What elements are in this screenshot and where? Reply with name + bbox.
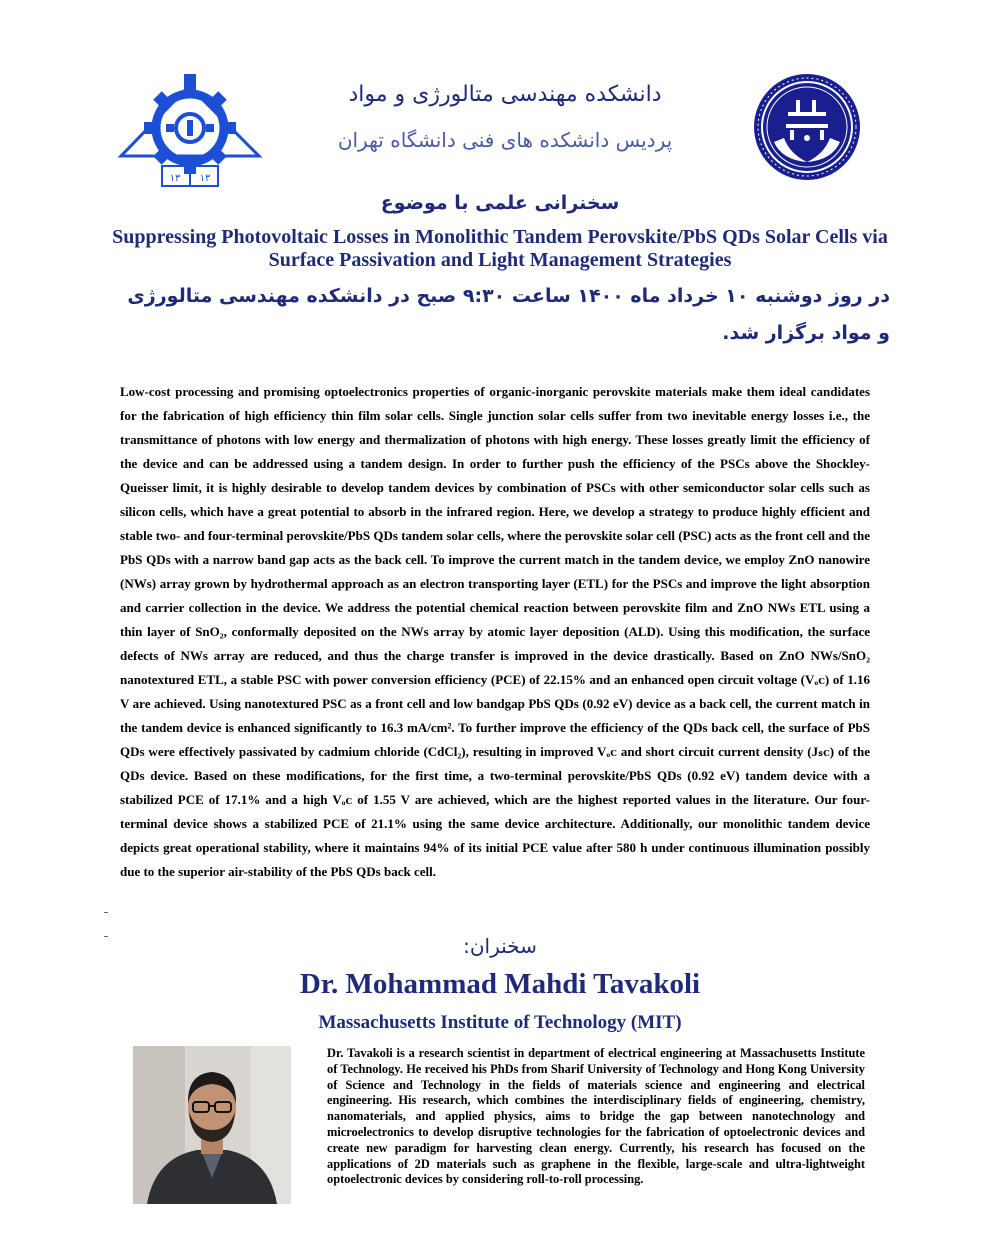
campus-name: پردیس دانشکده های فنی دانشگاه تهران: [337, 128, 673, 152]
abstract-text: Low-cost processing and promising optoelectronics properties of organic-inorganic perovskite materials make them ideal candidates for the fabrication of high efficiency thin film solar cells. Single junction solar cells suffer from two inevitable energy losses i.e., the transmittance of photons with low energy and thermalization of photons with high energy. These losses greatly limit the efficiency of the device and can be addressed using a tandem design. In order to further push the efficiency of the PSCs above the Shockley-Queisser limit, it is highly desirable to develop tandem devices by combination of PSCs with other semiconductor solar cells such as silicon cells, which have a great potential to absorb in the infrared region. Here, we develop a strategy to produce highly efficient and stable two- and four-terminal perovskite/PbS QDs tandem solar cells, where the perovskite solar cell (PSC) acts as the front cell and the PbS QDs with a narrow band gap acts as the back cell. To improve the current match in the tandem device, we employ ZnO nanowire (NWs) array grown by hydrothermal approach as an electron transporting layer (ETL) for the PSCs and improve the light absorption and carrier collection in the device. We address the potential chemical reaction between perovskite film and ZnO NWs ETL using a thin layer of SnO₂, conformally deposited on the NWs array by atomic layer deposition (ALD). Using this modification, the surface defects of NWs array are reduced, and thus the charge transfer is improved in the device drastically. Based on ZnO NWs/SnO₂ nanotextured ETL, a stable PSC with power conversion efficiency (PCE) of 22.15% and an enhanced open circuit voltage (Vₒᴄ) of 1.16 V are achieved. Using nanotextured PSC as a front cell and low bandgap PbS QDs (0.92 eV) device as a back cell, the current match in the tandem device is enhanced significantly to 16.3 mA/cm². To further improve the efficiency of the QDs back cell, the surface of PbS QDs were effectively passivated by cadmium chloride (CdCl₂), resulting in improved Vₒᴄ and short circuit current density (Jₛᴄ) of the QDs device. Based on these modifications, for the first time, a two-terminal perovskite/PbS QDs (0.92 eV) tandem device with a stabilized PCE of 17.1% and a high Vₒᴄ of 1.55 V are achieved, which are the highest reported values in the literature. Our four-terminal device shows a stabilized PCE of 21.1% using the same device architecture. Additionally, our monolithic tandem device depicts great operational stability, where it maintains 94% of its initial PCE value after 580 h under continuous illumination possibly due to the superior air-stability of the PbS QDs back cell.: [120, 384, 870, 879]
faculty-name: دانشکده مهندسی متالورژی و مواد: [348, 82, 662, 107]
abstract: [120, 380, 870, 884]
talk-title: Suppressing Photovoltaic Losses in Monolithic Tandem Perovskite/PbS QDs Solar Cells via Surface Passivation and Light Management Strategies: [112, 226, 888, 271]
speaker-name: Dr. Mohammad Mahdi Tavakoli: [299, 968, 701, 1000]
speaker-affiliation: Massachusetts Institute of Technology (MIT): [318, 1012, 682, 1033]
event-info: در روز دوشنبه ۱۰ خرداد ماه ۱۴۰۰ ساعت ۹:۳۰ صبح در دانشکده مهندسی متالورژی و مواد برگزار شد.: [127, 285, 890, 344]
logo-digit-right: ۱۳: [199, 173, 211, 184]
margin-marker: [104, 936, 108, 937]
logo-digit-left: ۱۳: [169, 173, 181, 184]
speaker-bio: Dr. Tavakoli is a research scientist in department of electrical engineering at Massachusetts Institute of Technology. He received his PhDs from Sharif University of Technology and Hong Kong University of Science and Technology in the fields of materials science and engineering and electrical engineering. His research, which combines the interdisciplinary fields of engineering, chemistry, nanomaterials, and applied physics, aims to bridge the gap between nanotechnology and microelectronics to develop disruptive technologies for the fabrication of optoelectronic devices and create new paradigm for harvesting clean energy. Currently, his research has focused on the applications of 2D materials such as graphene in the flexible, large-scale and ultra-lightweight optoelectronic devices by considering roll-to-roll processing.: [327, 1046, 865, 1187]
lecture-heading: سخنرانی علمی با موضوع: [380, 192, 620, 214]
margin-marker: [104, 912, 108, 913]
speaker-label: سخنران:: [463, 934, 537, 958]
faculty-logo-icon: [117, 70, 263, 188]
university-seal-icon: [752, 72, 862, 182]
speaker-photo-icon: [133, 1046, 291, 1204]
